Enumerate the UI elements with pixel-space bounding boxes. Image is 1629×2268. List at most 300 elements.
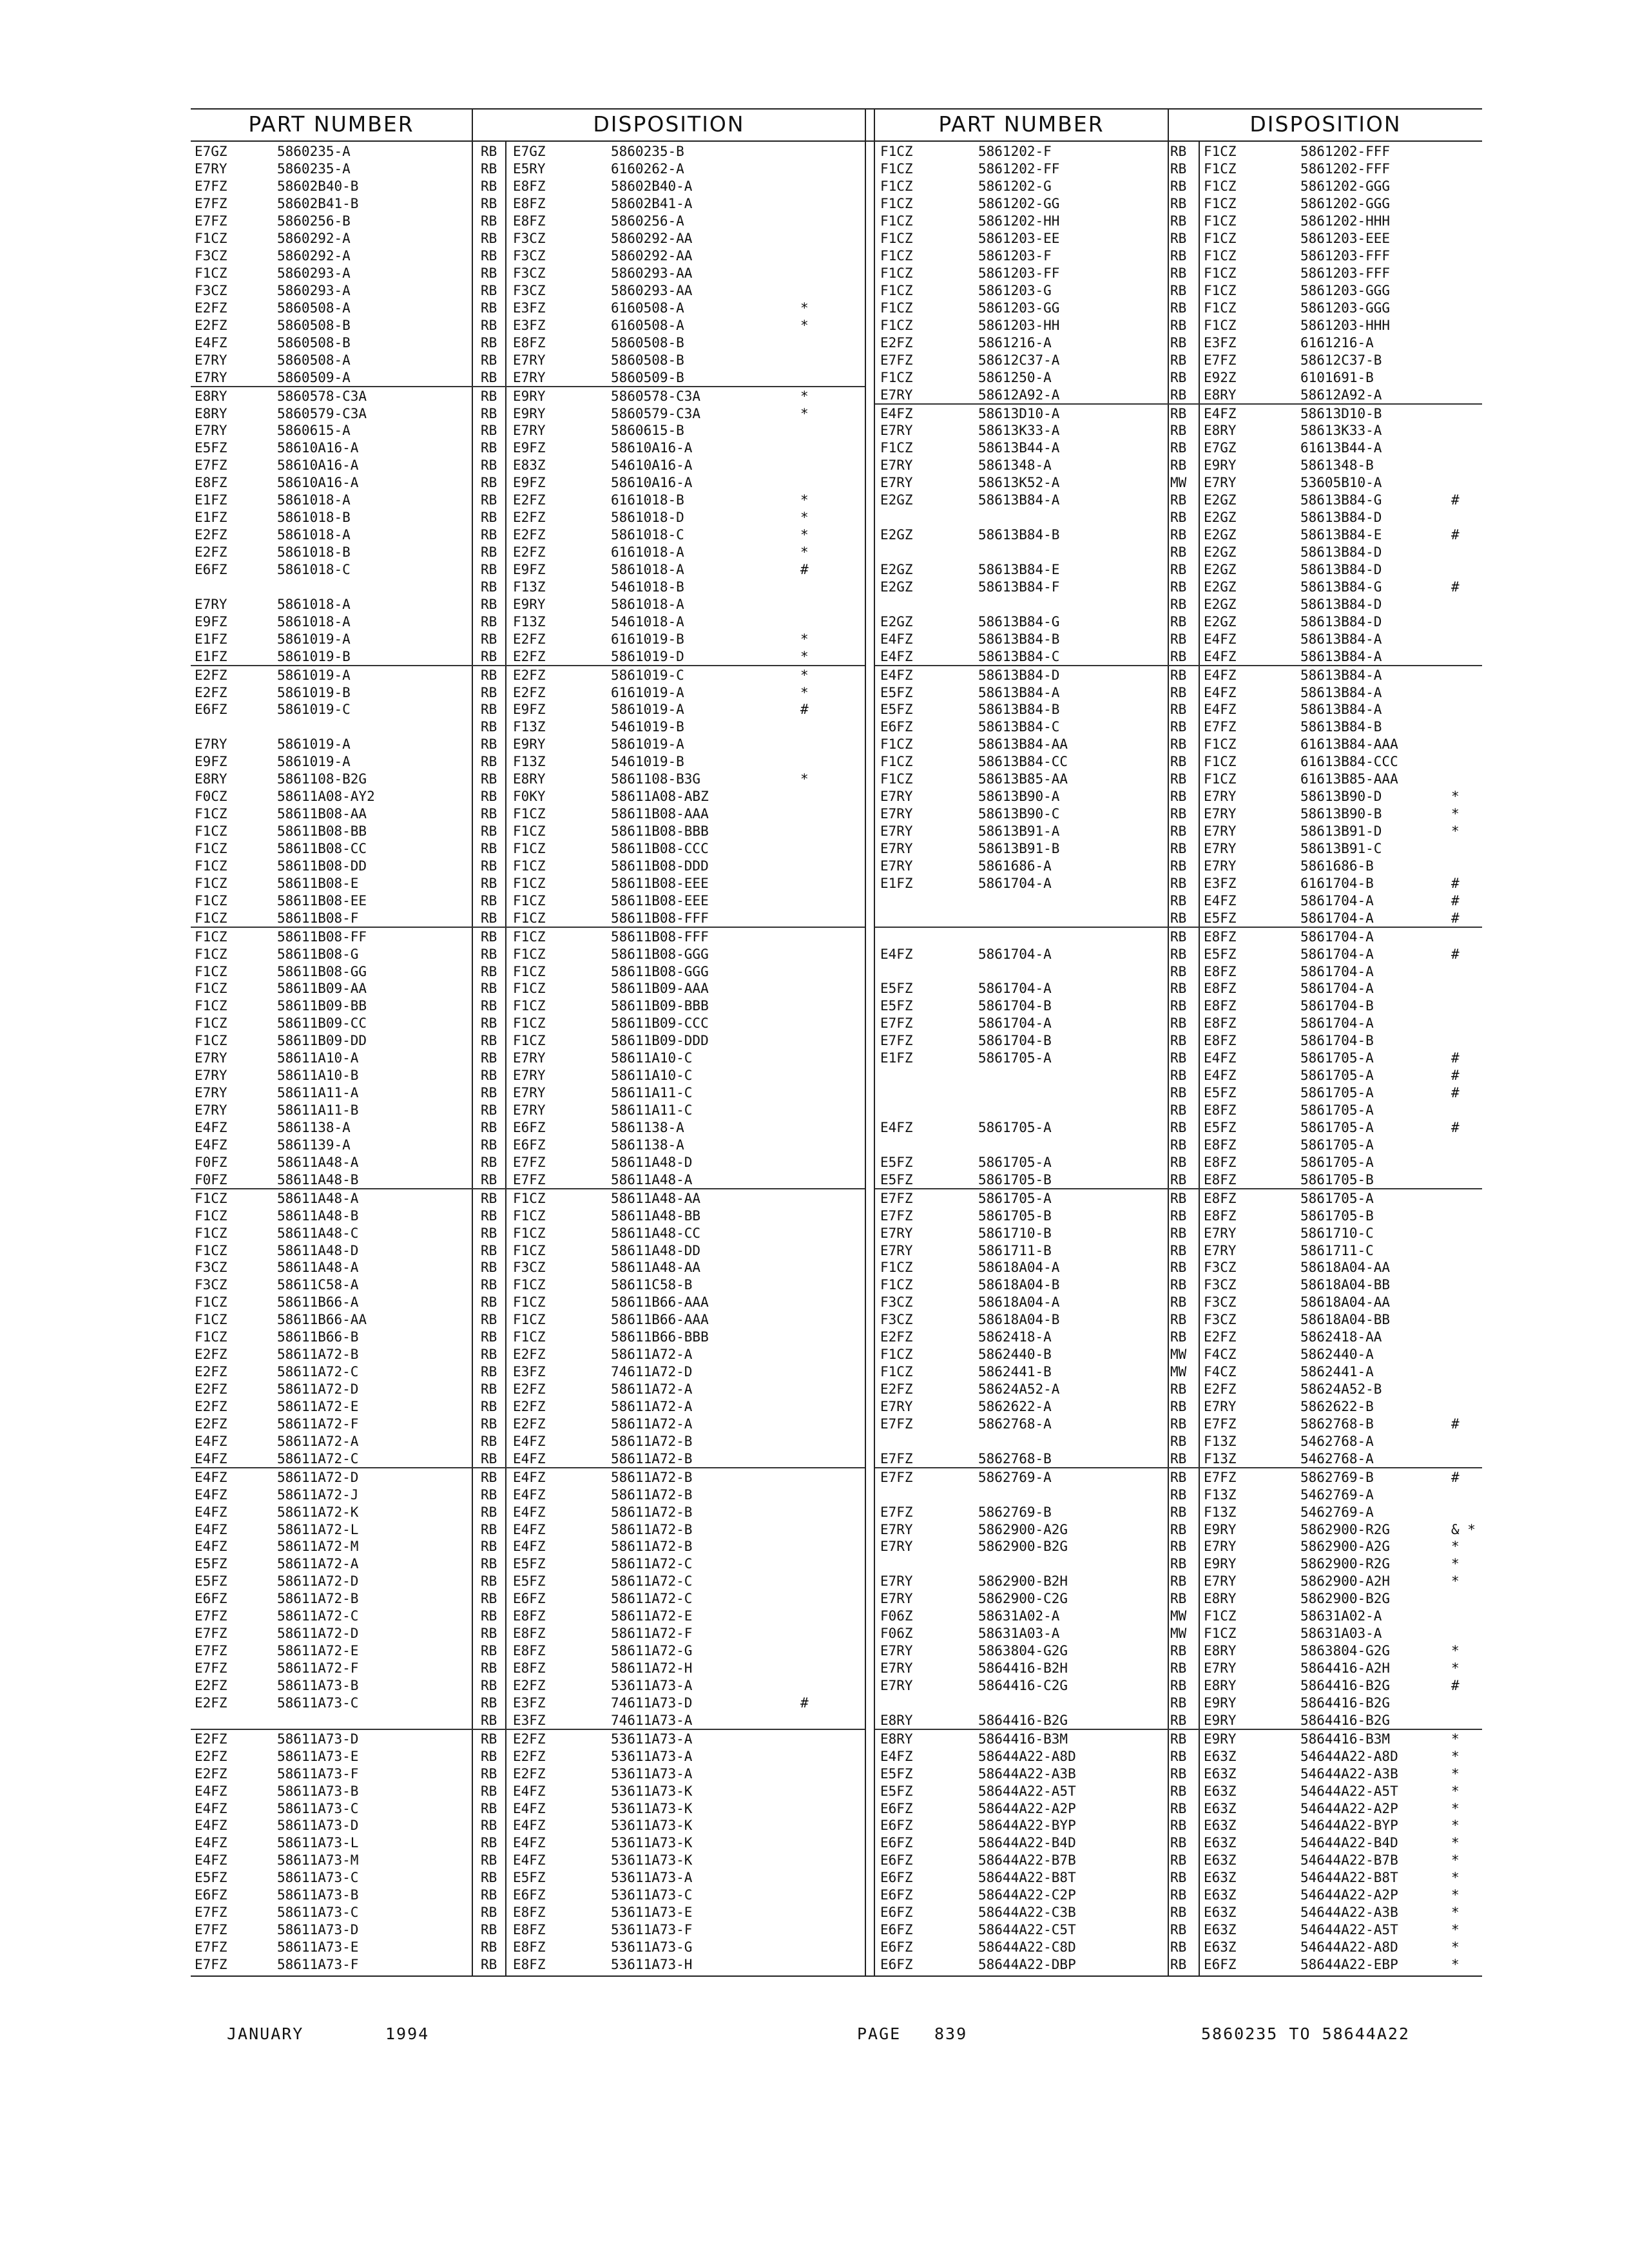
replacement-part-number: 53611A73-K	[611, 1800, 693, 1816]
disposition-code: RB	[481, 771, 497, 787]
model-code: E7FZ	[195, 1643, 227, 1659]
disposition-code: MW	[1170, 1347, 1187, 1363]
model-code: E4FZ	[880, 631, 913, 647]
disposition-code: RB	[1170, 858, 1187, 874]
replacement-model-code: E7RY	[1204, 789, 1237, 805]
replacement-part-number: 5862900-A2H	[1300, 1573, 1391, 1590]
note-mark: *	[1451, 1539, 1460, 1555]
part-number: 5861711-B	[978, 1242, 1052, 1258]
disposition-code: RB	[481, 928, 497, 945]
disposition-code: RB	[1170, 596, 1187, 612]
table-row	[191, 1468, 865, 1486]
replacement-part-number: 5861704-A	[1300, 1015, 1374, 1032]
model-code: E2FZ	[195, 1748, 227, 1764]
table-row	[191, 945, 865, 963]
table-row	[191, 1765, 865, 1782]
replacement-model-code: F0KY	[513, 789, 546, 805]
replacement-part-number: 5861202-FFF	[1300, 161, 1391, 177]
model-code: F1CZ	[195, 823, 227, 840]
replacement-model-code: E2FZ	[513, 510, 546, 526]
model-code: E5FZ	[880, 981, 913, 997]
table-row	[191, 1625, 865, 1642]
part-number: 58613B84-F	[978, 579, 1060, 595]
replacement-part-number: 5862900-A2G	[1300, 1539, 1391, 1555]
replacement-model-code: E2FZ	[513, 684, 546, 700]
part-number: 5862441-B	[978, 1364, 1052, 1380]
table-row	[191, 526, 865, 544]
part-number: 5861202-HH	[978, 213, 1060, 229]
part-number: 58611A72-E	[277, 1398, 359, 1414]
disposition-code: RB	[1170, 1068, 1187, 1084]
replacement-part-number: 58613B84-A	[1300, 631, 1382, 647]
part-number: 58611B66-A	[277, 1294, 359, 1311]
replacement-model-code: E63Z	[1204, 1870, 1237, 1886]
model-code: E4FZ	[195, 1119, 227, 1135]
part-number: 5861705-A	[978, 1119, 1052, 1135]
part-number: 5861704-B	[978, 998, 1052, 1014]
replacement-model-code: E7RY	[1204, 1539, 1237, 1555]
part-number: 5861202-FF	[978, 161, 1060, 177]
replacement-part-number: 74611A73-D	[611, 1695, 693, 1711]
table-row	[191, 1817, 865, 1834]
replacement-part-number: 53611A73-K	[611, 1852, 693, 1869]
model-code: F06Z	[880, 1608, 913, 1624]
footer-page-number: 839	[934, 2024, 968, 2043]
replacement-part-number: 5861704-A	[1300, 981, 1374, 997]
replacement-part-number: 58613B84-G	[1300, 492, 1382, 508]
part-number: 58610A16-A	[277, 457, 359, 474]
model-code: E7FZ	[880, 352, 913, 368]
replacement-part-number: 58611B09-AAA	[611, 981, 709, 997]
disposition-code: RB	[481, 1887, 497, 1903]
replacement-part-number: 58613K33-A	[1300, 423, 1382, 439]
replacement-part-number: 5861710-C	[1300, 1225, 1374, 1241]
replacement-model-code: E5FZ	[1204, 946, 1237, 962]
replacement-model-code: E7RY	[513, 1085, 546, 1101]
replacement-part-number: 5861704-B	[1300, 998, 1374, 1014]
part-number: 5861705-A	[978, 1190, 1052, 1206]
replacement-model-code: E4FZ	[513, 1835, 546, 1851]
table-row	[191, 1450, 865, 1468]
replacement-part-number: 54644A22-B8T	[1300, 1870, 1398, 1886]
part-number: 58613K33-A	[978, 423, 1060, 439]
part-number: 5860235-A	[277, 144, 351, 160]
model-code: E8RY	[195, 388, 227, 404]
replacement-model-code: E8RY	[513, 771, 546, 787]
note-mark: *	[1451, 1800, 1460, 1816]
replacement-part-number: 58611A72-A	[611, 1398, 693, 1414]
disposition-code: RB	[481, 231, 497, 247]
replacement-part-number: 58611A48-AA	[611, 1260, 701, 1276]
disposition-code: RB	[481, 561, 497, 577]
table-row	[191, 684, 865, 701]
table-row	[191, 544, 865, 561]
disposition-code: RB	[1170, 1171, 1187, 1187]
replacement-model-code: E3FZ	[513, 1695, 546, 1711]
disposition-code: RB	[1170, 334, 1187, 351]
replacement-part-number: 58611B08-EEE	[611, 892, 709, 908]
disposition-code: RB	[481, 1260, 497, 1276]
part-number: 58613B84-B	[978, 631, 1060, 647]
replacement-model-code: E8FZ	[1204, 1190, 1237, 1206]
model-code: E6FZ	[880, 1922, 913, 1938]
model-code: F1CZ	[195, 1207, 227, 1224]
left-column-rows	[191, 143, 865, 1973]
disposition-code: RB	[1170, 369, 1187, 385]
replacement-model-code: E7RY	[1204, 1660, 1237, 1677]
replacement-model-code: E7RY	[1204, 806, 1237, 822]
replacement-model-code: E63Z	[1204, 1852, 1237, 1869]
model-code: E8RY	[880, 1712, 913, 1728]
note-mark: & *	[1451, 1521, 1476, 1537]
disposition-code: RB	[1170, 1695, 1187, 1711]
note-mark: *	[1451, 1956, 1460, 1972]
disposition-code: RB	[1170, 1660, 1187, 1677]
part-number: 58613B91-A	[978, 823, 1060, 840]
part-number: 58644A22-A3B	[978, 1765, 1076, 1782]
disposition-code: RB	[481, 579, 497, 595]
replacement-part-number: 58611A10-C	[611, 1050, 693, 1066]
top-rule	[191, 108, 1482, 110]
part-number: 58644A22-C2P	[978, 1887, 1076, 1903]
table-row	[875, 1486, 1482, 1503]
replacement-part-number: 58611A72-B	[611, 1469, 693, 1485]
replacement-model-code: E8FZ	[1204, 928, 1237, 945]
replacement-model-code: F1CZ	[513, 928, 546, 945]
table-row	[875, 1660, 1482, 1677]
disposition-code: RB	[481, 875, 497, 891]
part-number: 5862900-B2H	[978, 1573, 1068, 1590]
disposition-code: RB	[1170, 981, 1187, 997]
replacement-model-code: E9RY	[1204, 1556, 1237, 1572]
model-code: E1FZ	[195, 648, 227, 664]
table-row	[875, 736, 1482, 753]
table-row	[875, 1711, 1482, 1730]
part-number: 58631A02-A	[978, 1608, 1060, 1624]
replacement-part-number: 58611A72-C	[611, 1591, 693, 1607]
table-row	[875, 457, 1482, 474]
model-code: E5FZ	[195, 1573, 227, 1590]
table-row	[875, 1242, 1482, 1259]
replacement-model-code: F13Z	[1204, 1450, 1237, 1466]
disposition-code: RB	[481, 736, 497, 753]
part-number: 5862769-A	[978, 1469, 1052, 1485]
model-code: E7RY	[880, 1573, 913, 1590]
model-code: F3CZ	[880, 1294, 913, 1311]
disposition-code: RB	[1170, 823, 1187, 840]
replacement-model-code: E7FZ	[513, 1171, 546, 1187]
table-row	[191, 405, 865, 422]
part-number: 58611A72-C	[277, 1450, 359, 1466]
part-number: 5861705-B	[978, 1207, 1052, 1224]
table-row	[875, 299, 1482, 316]
disposition-code: RB	[1170, 1852, 1187, 1869]
replacement-model-code: E4FZ	[1204, 702, 1237, 718]
table-row	[875, 230, 1482, 247]
disposition-code: RB	[1170, 1050, 1187, 1066]
table-row	[191, 1067, 865, 1084]
replacement-part-number: 58611A48-AA	[611, 1190, 701, 1206]
replacement-model-code: E4FZ	[513, 1818, 546, 1834]
replacement-model-code: F3CZ	[1204, 1312, 1237, 1328]
model-code: F1CZ	[195, 892, 227, 908]
disposition-code: RB	[1170, 1242, 1187, 1258]
table-row	[191, 1242, 865, 1259]
replacement-part-number: 58618A04-AA	[1300, 1294, 1391, 1311]
disposition-code: RB	[1170, 1712, 1187, 1728]
replacement-model-code: E8FZ	[513, 1643, 546, 1659]
model-code: E4FZ	[880, 1748, 913, 1764]
table-row	[875, 351, 1482, 369]
model-code: F1CZ	[195, 1312, 227, 1328]
replacement-part-number: 58611A10-C	[611, 1068, 693, 1084]
note-mark: *	[800, 527, 809, 543]
replacement-part-number: 58611A72-A	[611, 1416, 693, 1432]
table-row	[875, 1956, 1482, 1974]
replacement-model-code: E9RY	[1204, 1731, 1237, 1747]
replacement-part-number: 58611A72-C	[611, 1573, 693, 1590]
replacement-part-number: 58613B84-D	[1300, 544, 1382, 561]
replacement-model-code: E9FZ	[513, 440, 546, 456]
replacement-model-code: F1CZ	[1204, 317, 1237, 333]
part-number: 5864416-B3M	[978, 1731, 1068, 1747]
table-row	[191, 1677, 865, 1695]
model-code: E4FZ	[195, 1450, 227, 1466]
part-number: 58611A10-B	[277, 1068, 359, 1084]
model-code: E7RY	[195, 1085, 227, 1101]
part-number: 58613B84-A	[978, 492, 1060, 508]
replacement-part-number: 5861704-A	[1300, 928, 1374, 945]
part-number: 5861705-A	[978, 1050, 1052, 1066]
note-mark: #	[1451, 1469, 1460, 1485]
part-number: 5861202-F	[978, 144, 1052, 160]
replacement-part-number: 54610A16-A	[611, 457, 693, 474]
replacement-part-number: 53611A73-H	[611, 1956, 693, 1972]
table-row	[875, 1224, 1482, 1242]
replacement-part-number: 58611A48-CC	[611, 1225, 701, 1241]
table-row	[191, 788, 865, 805]
replacement-part-number: 53611A73-F	[611, 1922, 693, 1938]
disposition-code: RB	[481, 1556, 497, 1572]
model-code: F1CZ	[880, 213, 913, 229]
part-number: 5861216-A	[978, 334, 1052, 351]
footer-year: 1994	[385, 2024, 430, 2043]
replacement-part-number: 5861203-HHH	[1300, 317, 1391, 333]
part-number: 5861019-B	[277, 684, 351, 700]
replacement-part-number: 6161018-B	[611, 492, 684, 508]
table-row	[875, 823, 1482, 840]
replacement-part-number: 54644A22-A2P	[1300, 1887, 1398, 1903]
part-number: 5861704-B	[978, 1033, 1052, 1049]
disposition-code: RB	[1170, 1539, 1187, 1555]
replacement-part-number: 6161216-A	[1300, 334, 1374, 351]
model-code: E2GZ	[880, 492, 913, 508]
table-row	[875, 1834, 1482, 1852]
replacement-part-number: 61613B84-CCC	[1300, 754, 1398, 770]
replacement-model-code: E63Z	[1204, 1748, 1237, 1764]
disposition-code: RB	[1170, 492, 1187, 508]
replacement-part-number: 5861705-A	[1300, 1068, 1374, 1084]
disposition-code: RB	[1170, 1556, 1187, 1572]
part-number: 58612C37-A	[978, 352, 1060, 368]
disposition-code: RB	[1170, 1870, 1187, 1886]
disposition-code: RB	[1170, 771, 1187, 787]
replacement-part-number: 5461019-B	[611, 719, 684, 735]
table-row	[191, 178, 865, 195]
replacement-part-number: 74611A73-A	[611, 1712, 693, 1728]
replacement-model-code: E7GZ	[1204, 440, 1237, 456]
disposition-code: MW	[1170, 475, 1187, 491]
replacement-model-code: E8FZ	[1204, 1154, 1237, 1170]
disposition-code: RB	[1170, 1486, 1187, 1503]
model-code: E2FZ	[195, 317, 227, 333]
disposition-code: MW	[1170, 1608, 1187, 1624]
table-row	[191, 1800, 865, 1817]
table-row	[191, 963, 865, 980]
table-row	[191, 1224, 865, 1242]
replacement-model-code: E6FZ	[1204, 1956, 1237, 1972]
note-mark: *	[800, 631, 809, 647]
replacement-part-number: 5861202-FFF	[1300, 144, 1391, 160]
replacement-part-number: 54644A22-B4D	[1300, 1835, 1398, 1851]
replacement-model-code: F3CZ	[513, 282, 546, 298]
table-row	[875, 909, 1482, 928]
note-mark: *	[1451, 1887, 1460, 1903]
replacement-model-code: E7RY	[513, 352, 546, 368]
note-mark: *	[1451, 1852, 1460, 1869]
model-code: F1CZ	[880, 265, 913, 282]
part-number: 5861203-F	[978, 248, 1052, 264]
table-row	[191, 892, 865, 909]
disposition-code: RB	[481, 1450, 497, 1466]
replacement-model-code: F3CZ	[1204, 1294, 1237, 1311]
replacement-model-code: E7RY	[1204, 475, 1237, 491]
table-row	[191, 334, 865, 351]
disposition-code: RB	[1170, 161, 1187, 177]
model-code: F1CZ	[880, 144, 913, 160]
model-code: F3CZ	[195, 1277, 227, 1293]
replacement-part-number: 5861202-GGG	[1300, 178, 1391, 195]
model-code: F1CZ	[880, 231, 913, 247]
model-code: F1CZ	[195, 265, 227, 282]
note-mark: *	[800, 771, 809, 787]
replacement-model-code: F1CZ	[513, 1312, 546, 1328]
replacement-part-number: 5862418-AA	[1300, 1329, 1382, 1345]
model-code: F1CZ	[880, 1347, 913, 1363]
model-code: E4FZ	[195, 1521, 227, 1537]
disposition-code: RB	[1170, 231, 1187, 247]
model-code: F1CZ	[195, 1033, 227, 1049]
part-number: 58611A72-E	[277, 1643, 359, 1659]
model-code: E1FZ	[195, 492, 227, 508]
replacement-part-number: 5861704-B	[1300, 1033, 1374, 1049]
part-number: 58644A22-A8D	[978, 1748, 1076, 1764]
replacement-part-number: 61613B44-A	[1300, 440, 1382, 456]
disposition-code: RB	[481, 963, 497, 979]
replacement-part-number: 5861704-A	[1300, 963, 1374, 979]
note-mark: *	[1451, 1905, 1460, 1921]
disposition-code: RB	[481, 1608, 497, 1624]
model-code: F1CZ	[195, 1225, 227, 1241]
model-code: E1FZ	[880, 875, 913, 891]
part-number: 58611A73-C	[277, 1695, 359, 1711]
disposition-code: RB	[1170, 667, 1187, 683]
disposition-code: RB	[481, 1329, 497, 1345]
replacement-part-number: 53611A73-A	[611, 1677, 693, 1693]
table-row	[875, 1207, 1482, 1224]
part-number: 58611B08-AA	[277, 806, 367, 822]
model-code: E7FZ	[195, 213, 227, 229]
replacement-model-code: F1CZ	[1204, 265, 1237, 282]
disposition-code: RB	[481, 1294, 497, 1311]
table-row	[875, 369, 1482, 386]
replacement-part-number: 58611A48-D	[611, 1154, 693, 1170]
replacement-model-code: E4FZ	[513, 1469, 546, 1485]
model-code: E2FZ	[195, 544, 227, 561]
model-code: E9FZ	[195, 613, 227, 629]
part-number: 58611A73-B	[277, 1783, 359, 1799]
part-number: 58611A73-C	[277, 1905, 359, 1921]
replacement-model-code: E8FZ	[1204, 981, 1237, 997]
model-code: F1CZ	[195, 875, 227, 891]
disposition-code: RB	[1170, 387, 1187, 403]
table-row	[875, 1189, 1482, 1207]
part-number: 58644A22-B7B	[978, 1852, 1076, 1869]
replacement-model-code: E8FZ	[513, 1939, 546, 1956]
table-row	[875, 195, 1482, 213]
replacement-part-number: 58612A92-A	[1300, 387, 1382, 403]
header-rule	[191, 140, 1482, 142]
table-row	[191, 1834, 865, 1852]
disposition-code: RB	[481, 492, 497, 508]
replacement-part-number: 5861019-C	[611, 667, 684, 683]
disposition-code: RB	[1170, 1416, 1187, 1432]
replacement-part-number: 5860292-AA	[611, 248, 693, 264]
replacement-model-code: E8RY	[1204, 423, 1237, 439]
disposition-code: RB	[481, 440, 497, 456]
table-row	[875, 178, 1482, 195]
model-code: E7RY	[880, 1591, 913, 1607]
replacement-model-code: E2FZ	[513, 648, 546, 664]
replacement-model-code: F1CZ	[1204, 144, 1237, 160]
model-code: F1CZ	[880, 178, 913, 195]
note-mark: *	[1451, 789, 1460, 805]
replacement-model-code: E63Z	[1204, 1922, 1237, 1938]
table-row	[191, 1259, 865, 1276]
model-code: E6FZ	[880, 1835, 913, 1851]
replacement-part-number: 61613B84-AAA	[1300, 736, 1398, 753]
disposition-code: RB	[481, 1015, 497, 1032]
disposition-code: RB	[481, 754, 497, 770]
table-row	[191, 1294, 865, 1311]
table-row	[191, 213, 865, 230]
replacement-part-number: 58613B84-E	[1300, 527, 1382, 543]
part-number: 5861704-A	[978, 946, 1052, 962]
disposition-code: RB	[1170, 352, 1187, 368]
replacement-part-number: 58611B08-GGG	[611, 963, 709, 979]
disposition-code: RB	[1170, 648, 1187, 664]
disposition-code: RB	[481, 946, 497, 962]
disposition-code: RB	[481, 475, 497, 491]
replacement-part-number: 5861705-A	[1300, 1102, 1374, 1119]
model-code: E2FZ	[195, 667, 227, 683]
replacement-part-number: 5863804-G2G	[1300, 1643, 1391, 1659]
replacement-part-number: 5461019-B	[611, 754, 684, 770]
replacement-part-number: 6160262-A	[611, 161, 684, 177]
table-row	[191, 648, 865, 666]
replacement-model-code: F1CZ	[1204, 300, 1237, 316]
table-row	[191, 1415, 865, 1432]
